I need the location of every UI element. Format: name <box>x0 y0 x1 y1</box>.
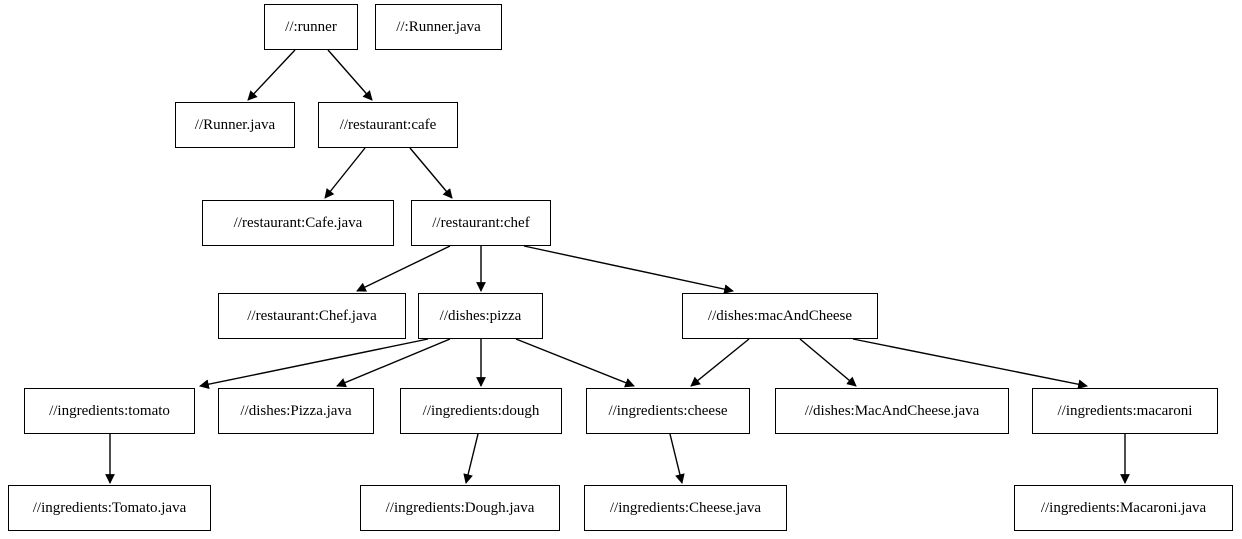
graph-node[interactable]: //ingredients:cheese <box>586 388 750 434</box>
graph-node[interactable]: //ingredients:dough <box>400 388 562 434</box>
graph-edge <box>325 148 365 198</box>
graph-edge <box>200 339 428 386</box>
graph-node[interactable]: //ingredients:Tomato.java <box>8 485 211 531</box>
graph-edge <box>357 246 450 291</box>
graph-edge <box>410 148 452 198</box>
graph-node[interactable]: //dishes:MacAndCheese.java <box>775 388 1009 434</box>
graph-edge <box>670 434 682 483</box>
graph-node[interactable]: //ingredients:macaroni <box>1032 388 1218 434</box>
graph-node[interactable]: //restaurant:cafe <box>318 102 458 148</box>
graph-edge <box>516 339 634 386</box>
graph-edge <box>800 339 856 386</box>
graph-node[interactable]: //ingredients:tomato <box>24 388 195 434</box>
graph-node[interactable]: //Runner.java <box>175 102 295 148</box>
graph-edge <box>691 339 749 386</box>
graph-edge <box>466 434 478 483</box>
graph-edge <box>524 246 733 291</box>
graph-node[interactable]: //restaurant:Chef.java <box>218 293 406 339</box>
graph-node[interactable]: //ingredients:Macaroni.java <box>1014 485 1233 531</box>
graph-node[interactable]: //dishes:macAndCheese <box>682 293 878 339</box>
graph-node[interactable]: //restaurant:chef <box>411 200 551 246</box>
graph-edge <box>248 50 295 100</box>
graph-node[interactable]: //dishes:pizza <box>418 293 543 339</box>
graph-node[interactable]: //:Runner.java <box>375 4 502 50</box>
graph-node[interactable]: //restaurant:Cafe.java <box>202 200 394 246</box>
graph-node[interactable]: //dishes:Pizza.java <box>218 388 374 434</box>
graph-node[interactable]: //ingredients:Dough.java <box>360 485 560 531</box>
graph-node[interactable]: //:runner <box>264 4 358 50</box>
graph-edge <box>328 50 372 100</box>
graph-edge <box>853 339 1087 386</box>
graph-node[interactable]: //ingredients:Cheese.java <box>584 485 787 531</box>
graph-edge <box>337 339 450 386</box>
